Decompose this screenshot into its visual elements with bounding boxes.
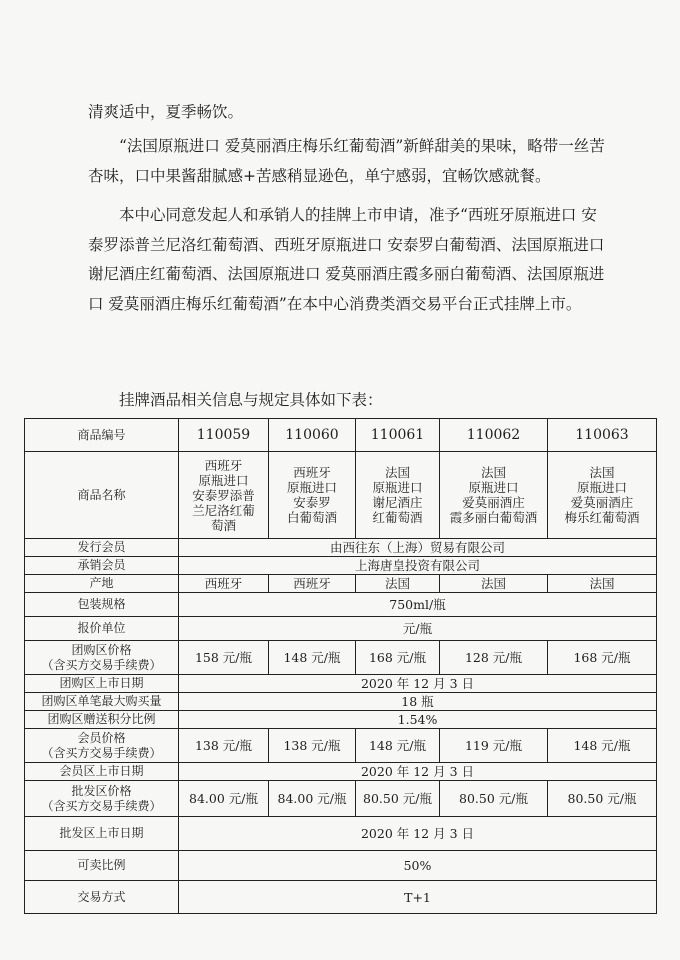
product-name-line: 梅乐红葡萄酒 [564,510,640,525]
row-trade-mode [25,881,657,914]
label-packaging [25,593,179,617]
label-group-date-text: 团购区上市日期 [59,676,144,690]
row-sellable [25,851,657,881]
member-price-value: 138 元/瓶 [179,729,269,763]
row-quote-unit [25,617,657,641]
product-name [548,452,657,539]
product-name-line: 法国 [589,465,615,480]
label-group-price-text: 团购区价格 [71,642,132,657]
packaging-value: 750ml/瓶 [179,593,657,617]
label-issuer-text: 发行会员 [77,540,126,554]
wholesale-price-value: 80.50 元/瓶 [440,781,548,817]
label-group-max [25,693,179,711]
group-max-value: 18 瓶 [179,693,657,711]
product-name [356,452,440,539]
product-code: 110059 [179,419,269,452]
label-group-price [25,641,179,675]
product-code: 110060 [269,419,356,452]
row-issuer [25,539,657,557]
product-name-line: 霞多丽白葡萄酒 [449,510,538,525]
product-name-line: 安泰罗添普 [192,487,255,503]
row-wholesale-date [25,817,657,851]
label-sellable-text: 可卖比例 [77,858,126,872]
row-name [25,452,657,539]
product-name-line: 原瓶进口 [576,480,627,495]
label-issuer [25,539,179,557]
wholesale-price-value: 84.00 元/瓶 [269,781,356,817]
label-wholesale-date-text: 批发区上市日期 [59,826,144,840]
product-name-line: 法国 [480,465,506,480]
group-points-value: 1.54% [179,711,657,729]
issuer-value: 由西往东（上海）贸易有限公司 [179,539,657,557]
product-name [179,452,269,539]
approval-paragraph: 本中心同意发起人和承销人的挂牌上市申请，准予“西班牙原瓶进口 安泰罗添普兰尼洛红葡萄酒、西班牙原瓶进口 安泰罗白葡萄酒、法国原瓶进口 谢尼酒庄红葡萄酒、法国原瓶进口 爱莫丽酒庄霞多丽白葡萄酒、法国原瓶进口 爱莫丽酒庄梅乐红葡萄酒”在本中心消费类酒交易平台正式挂牌上市。 [88,206,605,313]
product-origin: 西班牙 [179,575,269,593]
intro-line: 清爽适中，夏季畅饮。 [88,103,244,121]
product-name-line: 谢尼酒庄 [372,495,423,510]
row-code [25,419,657,452]
label-code [25,419,179,452]
wholesale-price-value: 84.00 元/瓶 [179,781,269,817]
sellable-value: 50% [179,851,657,881]
label-group-points-text: 团购区赠送积分比例 [47,712,156,726]
row-group-points [25,711,657,729]
label-trade-mode-text: 交易方式 [77,889,126,904]
product-code: 110061 [356,419,440,452]
group-price-value: 168 元/瓶 [356,641,440,675]
label-group-price-text: （含买方交易手续费） [41,657,162,672]
wholesale-price-value: 80.50 元/瓶 [548,781,657,817]
row-origin [25,575,657,593]
group-date-value: 2020 年 12 月 3 日 [179,675,657,693]
label-member-price [25,729,179,763]
product-origin: 法国 [440,575,548,593]
product-name [269,452,356,539]
label-member-price-text: 会员价格 [77,730,126,745]
label-quote-unit-text: 报价单位 [77,621,126,635]
label-name-text: 商品名称 [77,487,126,502]
product-name-line: 法国 [384,465,410,480]
group-price-value: 168 元/瓶 [548,641,657,675]
label-member-price-text: （含买方交易手续费） [41,745,162,760]
group-price-value: 158 元/瓶 [179,641,269,675]
label-underwriter [25,557,179,575]
product-origin: 法国 [356,575,440,593]
product-name-line: 原瓶进口 [468,480,519,495]
product-name-line: 爱莫丽酒庄 [570,495,634,510]
product-code: 110063 [548,419,657,452]
group-price-value: 148 元/瓶 [269,641,356,675]
label-underwriter-text: 承销会员 [77,558,126,572]
table-intro: 挂牌酒品相关信息与规定具体如下表： [119,391,383,409]
product-origin: 西班牙 [269,575,356,593]
label-wholesale-price-text: （含买方交易手续费） [41,798,162,813]
member-price-value: 119 元/瓶 [440,729,548,763]
wholesale-price-value: 80.50 元/瓶 [356,781,440,817]
member-price-value: 148 元/瓶 [356,729,440,763]
product-name-line: 红葡萄酒 [372,510,423,525]
product-name-line: 原瓶进口 [198,472,249,488]
product-name-line: 萄酒 [210,517,236,533]
product-name [440,452,548,539]
product-code: 110062 [440,419,548,452]
row-underwriter [25,557,657,575]
wine-description-paragraph: “法国原瓶进口 爱莫丽酒庄梅乐红葡萄酒”新鲜甜美的果味，略带一丝苦杏味，口中果酱甜腻感+苦感稍显逊色，单宁感弱，宜畅饮感就餐。 [88,137,605,185]
product-name-line: 白葡萄酒 [286,510,337,525]
group-price-value: 128 元/瓶 [440,641,548,675]
product-name-line: 西班牙 [204,457,243,473]
label-name [25,452,179,539]
label-code-text: 商品编号 [77,427,126,442]
row-group-max [25,693,657,711]
trade-mode-value: T+1 [179,881,657,914]
label-wholesale-date [25,817,179,851]
product-name-line: 爱莫丽酒庄 [462,495,525,510]
row-member-date [25,763,657,781]
member-date-value: 2020 年 12 月 3 日 [179,763,657,781]
label-trade-mode [25,881,179,914]
underwriter-value: 上海唐皇投资有限公司 [179,557,657,575]
wholesale-date-value: 2020 年 12 月 3 日 [179,817,657,851]
row-group-date [25,675,657,693]
label-wholesale-price-text: 批发区价格 [71,783,132,798]
row-packaging [25,593,657,617]
label-packaging-text: 包装规格 [77,597,126,611]
product-name-line: 西班牙 [293,465,331,480]
member-price-value: 148 元/瓶 [548,729,657,763]
row-wholesale-price [25,781,657,817]
label-origin [25,575,179,593]
label-member-date-text: 会员区上市日期 [59,764,144,778]
row-member-price [25,729,657,763]
label-member-date [25,763,179,781]
member-price-value: 138 元/瓶 [269,729,356,763]
listing-info-table [24,418,657,914]
product-name-line: 原瓶进口 [286,480,337,495]
quote-unit-value: 元/瓶 [179,617,657,641]
label-wholesale-price [25,781,179,817]
product-origin: 法国 [548,575,657,593]
label-origin-text: 产地 [89,576,114,590]
product-name-line: 原瓶进口 [372,480,423,495]
label-sellable [25,851,179,881]
row-group-price [25,641,657,675]
label-group-date [25,675,179,693]
label-quote-unit [25,617,179,641]
label-group-max-text: 团购区单笔最大购买量 [41,694,162,708]
product-name-line: 安泰罗 [293,495,331,510]
label-group-points [25,711,179,729]
product-name-line: 兰尼洛红葡 [192,502,255,518]
